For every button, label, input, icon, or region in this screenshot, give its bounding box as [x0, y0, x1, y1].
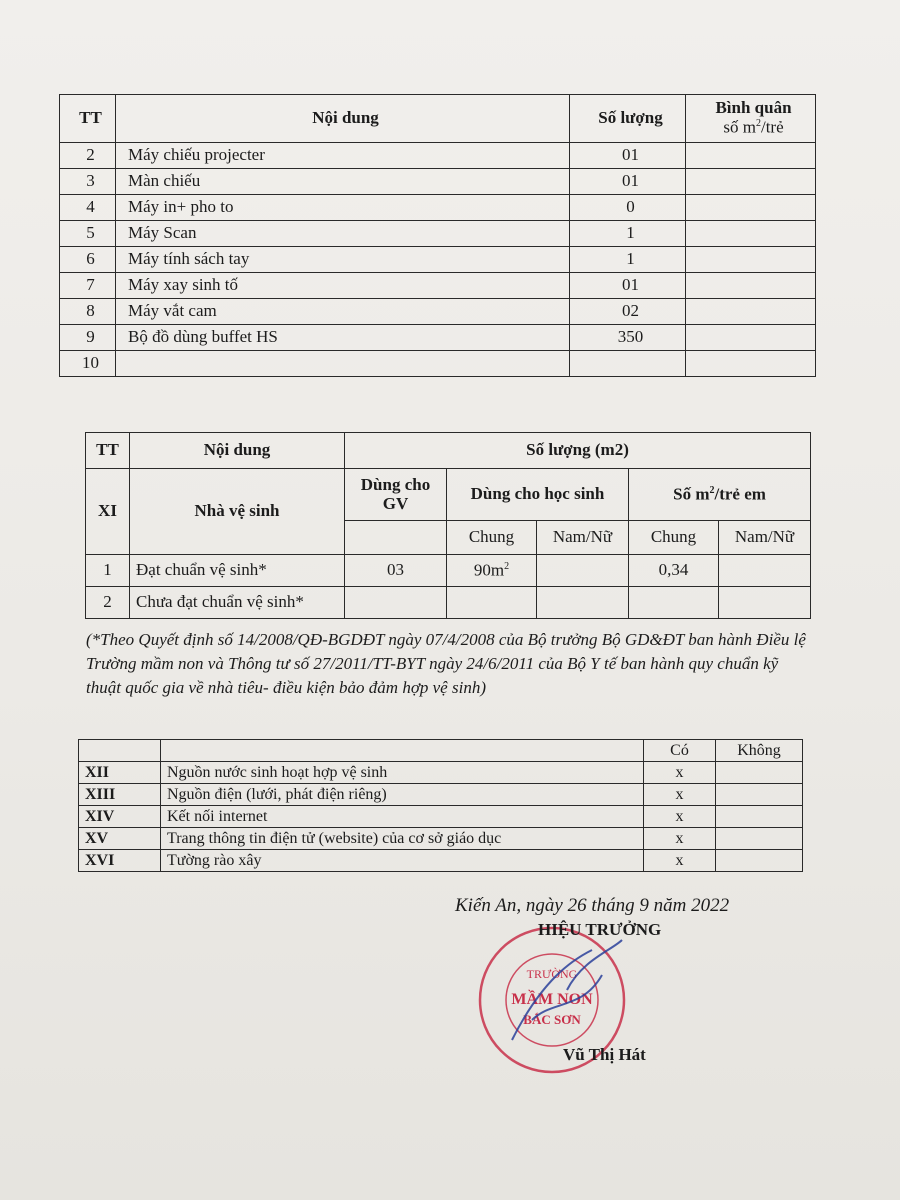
seal-line2: MẦM NON — [511, 991, 593, 1008]
row-avg — [686, 143, 816, 169]
row-content: Trang thông tin điện tử (website) của cơ sở giáo dục — [161, 828, 644, 850]
table-row — [60, 325, 816, 351]
equipment-table — [59, 94, 816, 377]
row-content: Nguồn nước sinh hoạt hợp vệ sinh — [161, 762, 644, 784]
row-students-gender — [537, 587, 629, 619]
table-row — [60, 221, 816, 247]
header-average-line1: Bình quân — [715, 98, 792, 118]
row-no — [716, 784, 803, 806]
per-child-suffix: /trẻ em — [714, 484, 766, 504]
empty-cell — [161, 740, 644, 762]
header-average — [686, 95, 816, 143]
row-number: XIII — [79, 784, 161, 806]
table-row — [79, 784, 803, 806]
table-row — [79, 806, 803, 828]
row-content: Máy Scan — [116, 221, 570, 247]
signature-name: Vũ Thị Hát — [563, 1045, 646, 1064]
facilities-table — [78, 739, 803, 872]
row-content: Máy xay sinh tố — [116, 273, 570, 299]
row-tt: 4 — [60, 195, 116, 221]
avg-unit: số m — [723, 117, 756, 137]
header-no: Không — [716, 740, 803, 762]
row-avg — [686, 299, 816, 325]
table-row — [79, 850, 803, 872]
students-common-value: 90m — [473, 560, 505, 580]
header-content: Nội dung — [116, 95, 570, 143]
row-qty: 02 — [570, 299, 686, 325]
row-per-child-common: 0,34 — [629, 555, 719, 587]
row-avg — [686, 351, 816, 377]
row-tt: 7 — [60, 273, 116, 299]
table-row — [86, 587, 811, 619]
row-per-child-gender — [719, 587, 811, 619]
table-header-row — [60, 95, 816, 143]
row-content: Bộ đồ dùng buffet HS — [116, 325, 570, 351]
per-child-sup: 2 — [709, 484, 715, 496]
header-quantity: Số lượng (m2) — [345, 433, 811, 469]
row-avg — [686, 247, 816, 273]
row-yes: x — [644, 850, 716, 872]
table-row — [60, 169, 816, 195]
row-content: Máy chiếu projecter — [116, 143, 570, 169]
row-students-common — [447, 587, 537, 619]
header-per-child-gender: Nam/Nữ — [719, 521, 811, 555]
header-per-child-common: Chung — [629, 521, 719, 555]
section-number: XI — [86, 469, 130, 555]
row-content: Nguồn điện (lưới, phát điện riêng) — [161, 784, 644, 806]
header-yes: Có — [644, 740, 716, 762]
header-teacher-line1: Dùng cho — [360, 474, 431, 494]
row-no — [716, 850, 803, 872]
row-content: Màn chiếu — [116, 169, 570, 195]
row-tt: 2 — [60, 143, 116, 169]
row-tt: 8 — [60, 299, 116, 325]
row-number: XV — [79, 828, 161, 850]
signature-title: HIỆU TRƯỞNG — [538, 920, 662, 939]
row-yes: x — [644, 784, 716, 806]
header-teacher — [345, 469, 447, 521]
row-tt: 2 — [86, 587, 130, 619]
row-qty: 01 — [570, 143, 686, 169]
row-tt: 5 — [60, 221, 116, 247]
students-common-sup: 2 — [504, 560, 510, 572]
seal-line3: BẮC SƠN — [523, 1012, 581, 1027]
toilet-table — [85, 432, 811, 619]
signature-date: Kiến An, ngày 26 tháng 9 năm 2022 — [455, 895, 730, 916]
row-qty: 1 — [570, 221, 686, 247]
header-quantity: Số lượng — [570, 95, 686, 143]
row-tt: 3 — [60, 169, 116, 195]
table-row — [79, 828, 803, 850]
row-yes: x — [644, 806, 716, 828]
row-content: Chưa đạt chuẩn vệ sinh* — [130, 587, 345, 619]
row-avg — [686, 325, 816, 351]
table-row — [60, 351, 816, 377]
table-header-row — [86, 433, 811, 469]
header-students-common: Chung — [447, 521, 537, 555]
row-tt: 9 — [60, 325, 116, 351]
row-content: Đạt chuẩn vệ sinh* — [130, 555, 345, 587]
header-average-line2 — [698, 118, 809, 137]
table-row — [60, 273, 816, 299]
footnote: (*Theo Quyết định số 14/2008/QĐ-BGDĐT ngày 07/4/2008 của Bộ trưởng Bộ GD&ĐT ban hành Điều lệ Trường mầm non và Thông tư số 27/2011/TT-BYT ngày 24/6/2011 của Bộ Y tế ban hành quy chuẩn kỹ thuật quốc gia về nhà tiêu- điều kiện bảo đảm hợp vệ sinh) — [86, 630, 806, 697]
row-content: Tường rào xây — [161, 850, 644, 872]
row-avg — [686, 169, 816, 195]
row-content: Kết nối internet — [161, 806, 644, 828]
row-students-gender — [537, 555, 629, 587]
seal-line1: TRƯỜNG — [526, 967, 578, 981]
row-tt: 1 — [86, 555, 130, 587]
header-students-gender: Nam/Nữ — [537, 521, 629, 555]
table-row — [79, 762, 803, 784]
row-content: Máy vắt cam — [116, 299, 570, 325]
table-header-row — [79, 740, 803, 762]
row-qty: 1 — [570, 247, 686, 273]
row-avg — [686, 195, 816, 221]
row-content: Máy in+ pho to — [116, 195, 570, 221]
row-qty: 01 — [570, 273, 686, 299]
row-yes: x — [644, 762, 716, 784]
row-avg — [686, 221, 816, 247]
row-teacher: 03 — [345, 555, 447, 587]
row-teacher — [345, 587, 447, 619]
table-row — [86, 555, 811, 587]
avg-unit-sup: 2 — [755, 118, 761, 130]
row-qty — [570, 351, 686, 377]
row-qty: 0 — [570, 195, 686, 221]
row-per-child-common — [629, 587, 719, 619]
row-avg — [686, 273, 816, 299]
per-child-unit: Số m — [673, 484, 710, 504]
row-number: XII — [79, 762, 161, 784]
table-row — [60, 247, 816, 273]
avg-unit-suffix: /trẻ — [760, 117, 784, 137]
row-tt: 6 — [60, 247, 116, 273]
row-per-child-gender — [719, 555, 811, 587]
row-content: Máy tính sách tay — [116, 247, 570, 273]
row-qty: 01 — [570, 169, 686, 195]
row-content — [116, 351, 570, 377]
header-teacher-line2: GV — [382, 493, 409, 513]
table-row — [60, 143, 816, 169]
header-students: Dùng cho học sinh — [447, 469, 629, 521]
table-subheader-row — [86, 469, 811, 521]
row-no — [716, 828, 803, 850]
header-tt: TT — [86, 433, 130, 469]
row-tt: 10 — [60, 351, 116, 377]
table-row — [60, 195, 816, 221]
row-no — [716, 762, 803, 784]
section-name: Nhà vệ sinh — [130, 469, 345, 555]
header-per-child — [629, 469, 811, 521]
row-qty: 350 — [570, 325, 686, 351]
empty-cell — [345, 521, 447, 555]
header-tt: TT — [60, 95, 116, 143]
row-yes: x — [644, 828, 716, 850]
row-students-common — [447, 555, 537, 587]
empty-cell — [79, 740, 161, 762]
row-number: XIV — [79, 806, 161, 828]
header-content: Nội dung — [130, 433, 345, 469]
table-row — [60, 299, 816, 325]
row-no — [716, 806, 803, 828]
row-number: XVI — [79, 850, 161, 872]
